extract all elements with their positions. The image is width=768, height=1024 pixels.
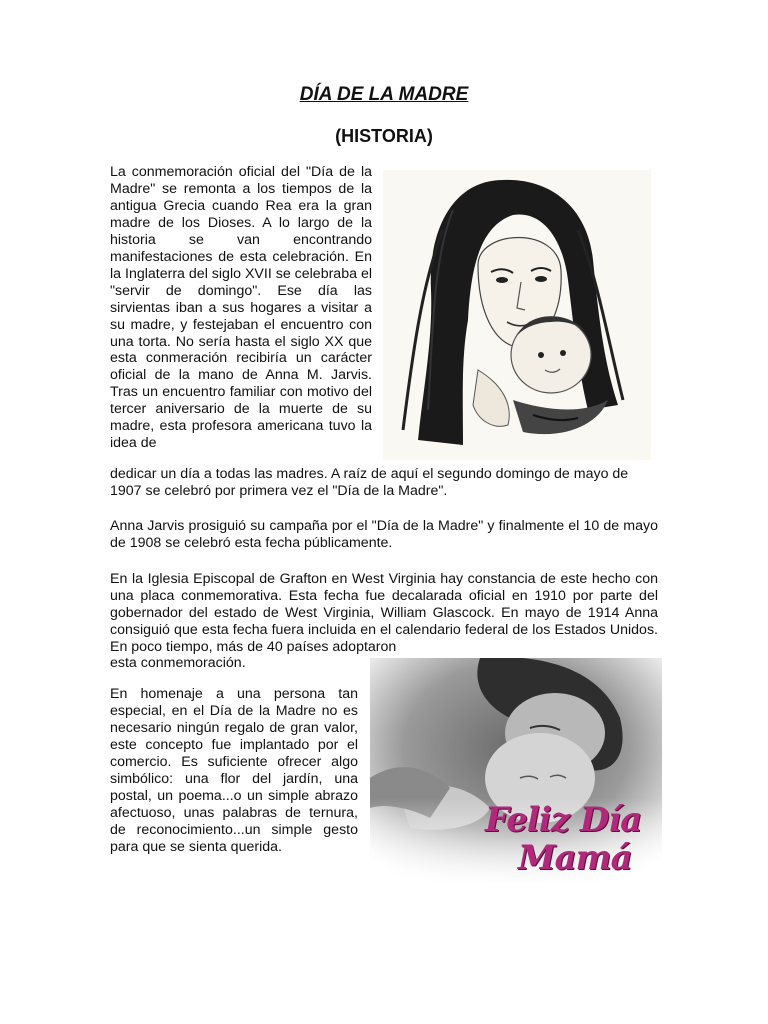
paragraph-grafton-end: esta conmemoración.: [110, 655, 246, 671]
feliz-dia-mama-image: [370, 658, 662, 884]
document-subtitle: (HISTORIA): [335, 126, 433, 146]
mama-caption: Mamá: [518, 838, 632, 878]
feliz-dia-caption: Feliz Día: [485, 800, 642, 840]
paragraph-homage: En homenaje a una persona tan especial, en el Día de la Madre no es necesario ningún regalo de gran valor, este concepto fue implantado por el comercio. Es suficiente ofrecer algo simbólico: una flor del jardín, una postal, un poema...o un simple abrazo afectuoso, unas palabras de ternura, de reconocimiento...un simple gesto para que se sienta querida.: [110, 686, 358, 855]
paragraph-intro-continuation: dedicar un día a todas las madres. A raíz de aquí el segundo domingo de mayo de 1907 se celebró por primera vez el "Día de la Madre".: [110, 466, 629, 499]
paragraph-grafton: En la Iglesia Episcopal de Grafton en West Virginia hay constancia de este hecho con una placa conmemorativa. Esta fecha fue decalarada oficial en 1910 por parte del gobernador del estado de West Virginia, William Glascock. En mayo de 1914 Anna consiguió que esta fecha fuera incluida en el calendario federal de los Estados Unidos. En poco tiempo, más de 40 países adoptaron: [110, 571, 658, 655]
paragraph-intro: La conmemoración oficial del "Día de la Madre" se remonta a los tiempos de la antigua Grecia cuando Rea era la gran madre de los Dioses. A lo largo de la historia se van encontrando manifestaciones de esta celebración. En la Inglaterra del siglo XVII se celebraba el "servir de domingo". Ese día las sirvientas iban a sus hogares a visitar a su madre, y festejaban el encuentro con una torta. No sería hasta el siglo XX que esta conmeración recibiría un carácter oficial de la mano de Anna M. Jarvis. Tras un encuentro familiar con motivo del tercer aniversario de la muerte de su madre, esta profesora americana tuvo la idea de: [110, 164, 372, 452]
mother-child-sketch-image: [383, 170, 651, 460]
paragraph-campaign: Anna Jarvis prosiguió su campaña por el "Día de la Madre" y finalmente el 10 de mayo de 1908 se celebró esta fecha públicamente.: [110, 518, 658, 551]
document-title: DÍA DE LA MADRE: [299, 84, 469, 105]
